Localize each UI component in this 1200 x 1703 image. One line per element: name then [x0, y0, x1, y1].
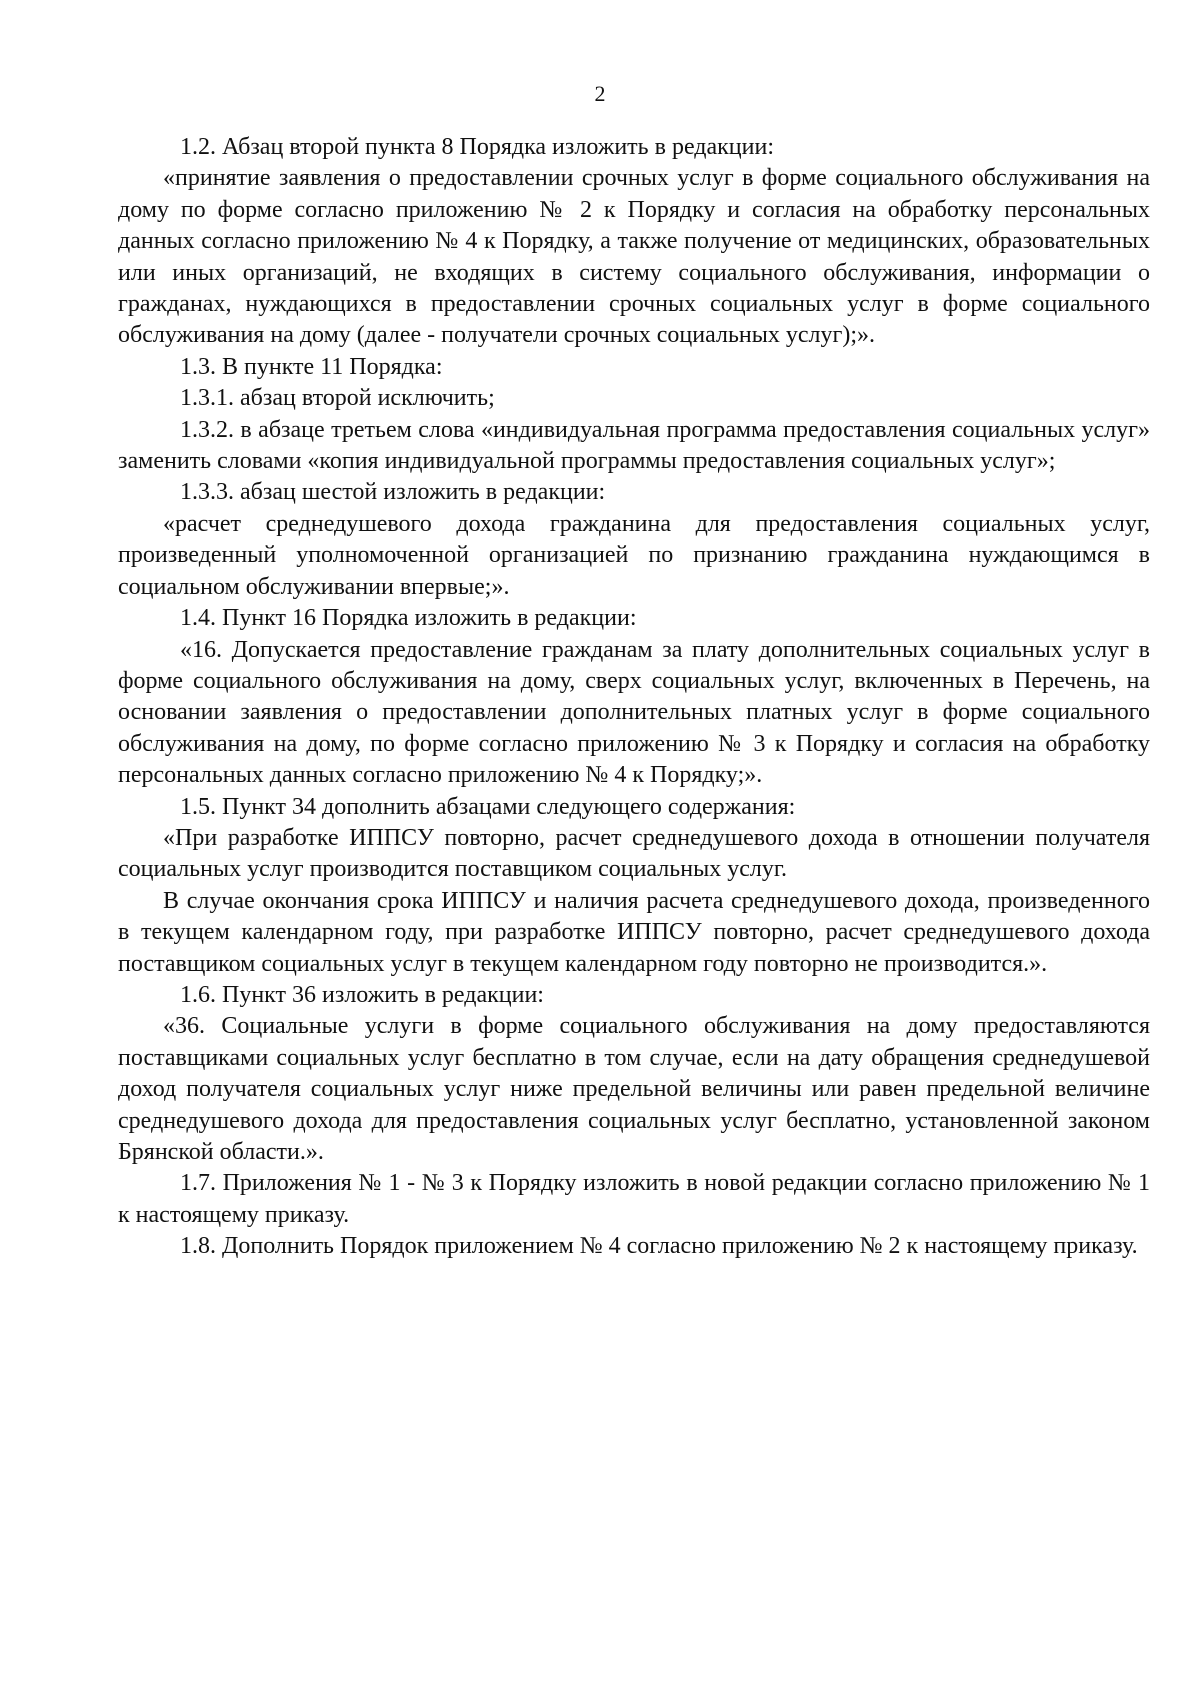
paragraph-1-3-3-quote: «расчет среднедушевого дохода гражданина для предоставления социальных услуг, произведенный уполномоченной организацией по признанию гражданина нуждающимся в социальном обслуживании впервые;». — [118, 510, 1150, 600]
paragraph-1-8: 1.8. Дополнить Порядок приложением № 4 согласно приложению № 2 к настоящему приказу. — [180, 1233, 1138, 1260]
paragraph-1-6-quote: «36. Социальные услуги в форме социального обслуживания на дому предоставляются поставщиками социальных услуг бесплатно в том случае, если на дату обращения среднедушевой доход получателя социальных услуг ниже предельной величины или равен предельной величине среднедушевого дохода для предоставления социальных услуг бесплатно, установленной законом Брянской области.». — [118, 1013, 1150, 1165]
paragraph-1-3-2: 1.3.2. в абзаце третьем слова «индивидуальная программа предоставления социальных услуг» заменить словами «копия индивидуальной программы предоставления социальных услуг»; — [118, 416, 1150, 475]
paragraph-1-5-quote-1: «При разработке ИППСУ повторно, расчет среднедушевого дохода в отношении получателя социальных услуг производится поставщиком социальных услуг. — [118, 824, 1150, 883]
paragraph-1-4-quote: «16. Допускается предоставление гражданам за плату дополнительных социальных услуг в форме социального обслуживания на дому, сверх социальных услуг, включенных в Перечень, на основании заявления о предоставлении дополнительных платных услуг в форме социального обслуживания на дому, по форме согласно приложению № 3 к Порядку и согласия на обработку персональных данных согласно приложению № 4 к Порядку;». — [118, 636, 1150, 789]
paragraph-1-7: 1.7. Приложения № 1 - № 3 к Порядку изложить в новой редакции согласно приложению № 1 к настоящему приказу. — [118, 1170, 1150, 1228]
paragraph-1-5: 1.5. Пункт 34 дополнить абзацами следующего содержания: — [180, 793, 796, 820]
paragraph-1-5-quote-2: В случае окончания срока ИППСУ и наличия расчета среднедушевого дохода, произведенного в текущем календарном году, при разработке ИППСУ повторно, расчет среднедушевого дохода поставщиком социальных услуг в текущем календарном году повторно не производится.». — [118, 887, 1150, 977]
page-number: 2 — [594, 81, 606, 106]
paragraph-1-3-3: 1.3.3. абзац шестой изложить в редакции: — [180, 479, 606, 506]
paragraph-1-6: 1.6. Пункт 36 изложить в редакции: — [180, 981, 544, 1008]
paragraph-1-3: 1.3. В пункте 11 Порядка: — [180, 353, 443, 380]
paragraph-1-4: 1.4. Пункт 16 Порядка изложить в редакции: — [180, 605, 637, 632]
document-body — [118, 132, 1150, 1263]
paragraph-1-2-quote: «принятие заявления о предоставлении срочных услуг в форме социального обслуживания на дому по форме согласно приложению № 2 к Порядку и согласия на обработку персональных данных согласно приложению № 4 к Порядку, а также получение от медицинских, образовательных или иных организаций, не входящих в систему социального обслуживания, информации о гражданах, нуждающихся в предоставлении срочных социальных услуг в форме социального обслуживания на дому (далее - получатели срочных социальных услуг);». — [118, 165, 1150, 349]
paragraph-1-3-1: 1.3.1. абзац второй исключить; — [180, 385, 495, 412]
paragraph-1-2: 1.2. Абзац второй пункта 8 Порядка изложить в редакции: — [180, 134, 774, 160]
